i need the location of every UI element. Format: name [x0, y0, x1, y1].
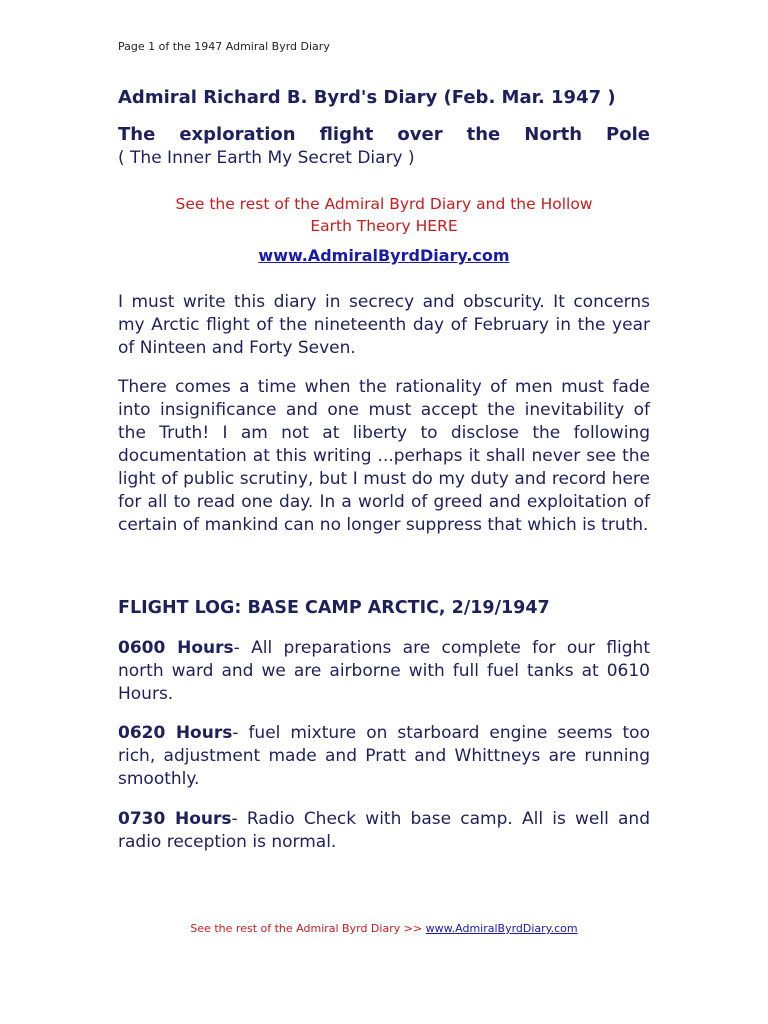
log-entry-text: - Radio Check with base camp. All is well and radio reception is normal.	[118, 809, 650, 852]
promo-line-2: Earth Theory HERE	[310, 217, 458, 235]
paragraph-1: I must write this diary in secrecy and obscurity. It concerns my Arctic flight of the nineteenth day of February in the year of Ninteen and Forty Seven.	[118, 292, 650, 358]
footer-link[interactable]: www.AdmiralByrdDiary.com	[425, 922, 578, 935]
document-subtitle: The exploration flight over the North Pole	[118, 124, 650, 145]
log-entry	[118, 637, 650, 706]
document-title: Admiral Richard B. Byrd's Diary (Feb. Mar. 1947 )	[118, 87, 616, 108]
page-footer	[118, 922, 650, 935]
log-entry-text: - fuel mixture on starboard engine seems too rich, adjustment made and Pratt and Whittneys are running smoothly.	[118, 723, 650, 789]
site-link[interactable]: www.AdmiralByrdDiary.com	[258, 246, 510, 265]
document-subtitle-secondary: ( The Inner Earth My Secret Diary )	[118, 148, 415, 168]
promo-line-1: See the rest of the Admiral Byrd Diary and the Hollow	[175, 195, 593, 213]
site-link-container	[118, 246, 650, 265]
promo-text	[118, 193, 650, 237]
log-entry	[118, 722, 650, 791]
log-entry-text: - All preparations are complete for our flight north ward and we are airborne with full fuel tanks at 0610 Hours.	[118, 638, 650, 704]
paragraph-2: There comes a time when the rationality of men must fade into insignificance and one must accept the inevitability of the Truth! I am not at liberty to disclose the following documentation at this writing ...perhaps it shall never see the light of public scrutiny, but I must do my duty and record here for all to read one day. In a world of greed and exploitation of certain of mankind can no longer suppress that which is truth.	[118, 377, 650, 535]
log-entry-time: 0600 Hours	[118, 638, 234, 658]
flight-log-heading: FLIGHT LOG: BASE CAMP ARCTIC, 2/19/1947	[118, 598, 550, 618]
footer-text: See the rest of the Admiral Byrd Diary >>	[190, 922, 426, 935]
log-entry-time: 0620 Hours	[118, 723, 233, 743]
page-header-note: Page 1 of the 1947 Admiral Byrd Diary	[118, 40, 330, 53]
log-entry-time: 0730 Hours	[118, 809, 232, 829]
log-entry	[118, 808, 650, 854]
